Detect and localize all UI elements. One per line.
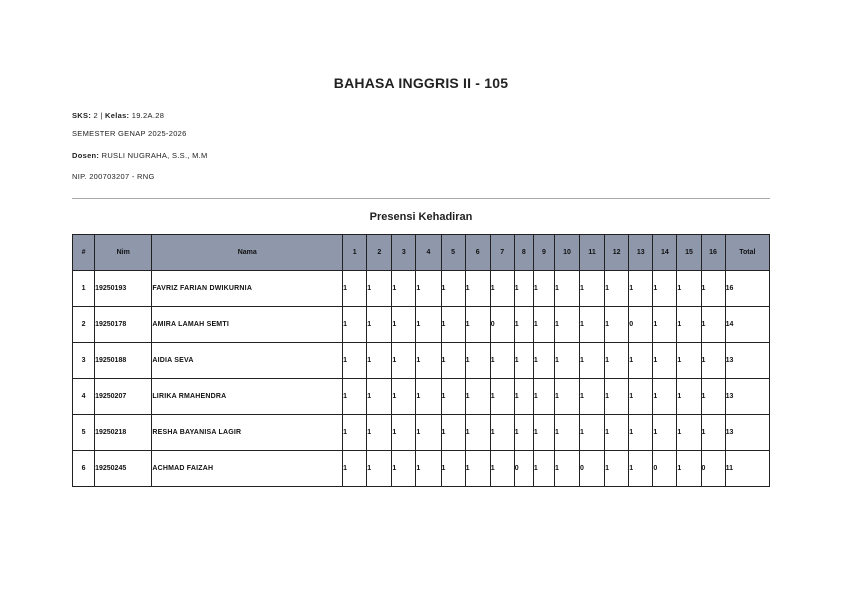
table-row bbox=[73, 451, 770, 487]
attendance-cell: 1 bbox=[343, 451, 367, 487]
attendance-cell: 1 bbox=[490, 415, 514, 451]
attendance-cell: 1 bbox=[701, 271, 725, 307]
attendance-cell: 1 bbox=[441, 307, 465, 343]
student-name: AIDIA SEVA bbox=[152, 343, 343, 379]
attendance-cell: 1 bbox=[533, 271, 554, 307]
attendance-cell: 1 bbox=[514, 379, 533, 415]
student-name: AMIRA LAMAH SEMTI bbox=[152, 307, 343, 343]
table-row bbox=[73, 379, 770, 415]
attendance-cell: 1 bbox=[465, 271, 490, 307]
column-header: 16 bbox=[701, 235, 725, 271]
attendance-cell: 1 bbox=[343, 343, 367, 379]
attendance-cell: 1 bbox=[605, 271, 629, 307]
dosen-line bbox=[72, 151, 208, 160]
attendance-cell: 1 bbox=[490, 271, 514, 307]
attendance-cell: 1 bbox=[653, 343, 677, 379]
attendance-cell: 1 bbox=[677, 271, 701, 307]
column-header: 10 bbox=[554, 235, 579, 271]
table-row bbox=[73, 343, 770, 379]
column-header: 7 bbox=[490, 235, 514, 271]
attendance-cell: 1 bbox=[605, 379, 629, 415]
attendance-cell: 1 bbox=[392, 343, 416, 379]
attendance-cell: 1 bbox=[465, 415, 490, 451]
attendance-cell: 1 bbox=[580, 379, 605, 415]
attendance-cell: 1 bbox=[554, 343, 579, 379]
attendance-cell: 1 bbox=[533, 415, 554, 451]
attendance-total: 13 bbox=[725, 379, 769, 415]
attendance-cell: 1 bbox=[416, 307, 441, 343]
attendance-cell: 1 bbox=[465, 379, 490, 415]
attendance-cell: 1 bbox=[605, 343, 629, 379]
column-header: 1 bbox=[343, 235, 367, 271]
attendance-cell: 1 bbox=[533, 307, 554, 343]
kelas-value: 19.2A.28 bbox=[131, 111, 165, 120]
attendance-cell: 0 bbox=[701, 451, 725, 487]
student-name: ACHMAD FAIZAH bbox=[152, 451, 343, 487]
attendance-cell: 0 bbox=[629, 307, 653, 343]
table-row bbox=[73, 271, 770, 307]
attendance-cell: 1 bbox=[653, 379, 677, 415]
attendance-cell: 1 bbox=[514, 343, 533, 379]
column-header: 4 bbox=[416, 235, 441, 271]
sks-label: SKS: bbox=[72, 111, 92, 120]
attendance-cell: 1 bbox=[465, 307, 490, 343]
sks-value: 2 bbox=[93, 111, 98, 120]
attendance-cell: 1 bbox=[490, 343, 514, 379]
attendance-cell: 1 bbox=[629, 343, 653, 379]
attendance-cell: 1 bbox=[416, 379, 441, 415]
attendance-cell: 1 bbox=[392, 307, 416, 343]
student-name: FAVRIZ FARIAN DWIKURNIA bbox=[152, 271, 343, 307]
row-number: 4 bbox=[73, 379, 95, 415]
attendance-cell: 0 bbox=[653, 451, 677, 487]
attendance-cell: 1 bbox=[554, 307, 579, 343]
table-body bbox=[73, 271, 770, 487]
row-number: 6 bbox=[73, 451, 95, 487]
attendance-cell: 1 bbox=[343, 307, 367, 343]
column-header: 6 bbox=[465, 235, 490, 271]
attendance-cell: 1 bbox=[343, 271, 367, 307]
table-header-row bbox=[73, 235, 770, 271]
student-nim: 19250245 bbox=[95, 451, 152, 487]
column-header: 15 bbox=[677, 235, 701, 271]
table-row bbox=[73, 415, 770, 451]
attendance-cell: 1 bbox=[343, 415, 367, 451]
attendance-cell: 0 bbox=[490, 307, 514, 343]
student-nim: 19250193 bbox=[95, 271, 152, 307]
column-header: 2 bbox=[367, 235, 392, 271]
student-name: RESHA BAYANISA LAGIR bbox=[152, 415, 343, 451]
column-header: 5 bbox=[441, 235, 465, 271]
attendance-cell: 1 bbox=[490, 451, 514, 487]
nip-line: NIP. 200703207 - RNG bbox=[72, 172, 155, 181]
column-header: Nama bbox=[152, 235, 343, 271]
attendance-cell: 1 bbox=[416, 451, 441, 487]
attendance-cell: 1 bbox=[580, 343, 605, 379]
attendance-cell: 1 bbox=[580, 415, 605, 451]
column-header: 11 bbox=[580, 235, 605, 271]
course-title: BAHASA INGGRIS II - 105 bbox=[333, 75, 509, 91]
student-nim: 19250178 bbox=[95, 307, 152, 343]
attendance-cell: 1 bbox=[554, 379, 579, 415]
dosen-label: Dosen: bbox=[72, 151, 100, 160]
attendance-cell: 1 bbox=[677, 343, 701, 379]
attendance-cell: 1 bbox=[677, 307, 701, 343]
attendance-total: 14 bbox=[725, 307, 769, 343]
attendance-cell: 1 bbox=[441, 271, 465, 307]
attendance-cell: 1 bbox=[392, 451, 416, 487]
attendance-cell: 1 bbox=[533, 379, 554, 415]
attendance-cell: 1 bbox=[367, 307, 392, 343]
attendance-cell: 1 bbox=[653, 415, 677, 451]
attendance-total: 16 bbox=[725, 271, 769, 307]
column-header: # bbox=[73, 235, 95, 271]
attendance-cell: 1 bbox=[677, 415, 701, 451]
attendance-cell: 1 bbox=[629, 415, 653, 451]
attendance-cell: 1 bbox=[629, 451, 653, 487]
attendance-cell: 1 bbox=[441, 343, 465, 379]
attendance-cell: 1 bbox=[580, 307, 605, 343]
attendance-cell: 1 bbox=[701, 343, 725, 379]
attendance-total: 11 bbox=[725, 451, 769, 487]
attendance-cell: 0 bbox=[514, 451, 533, 487]
attendance-cell: 1 bbox=[701, 307, 725, 343]
student-nim: 19250218 bbox=[95, 415, 152, 451]
attendance-cell: 1 bbox=[416, 415, 441, 451]
attendance-cell: 1 bbox=[533, 451, 554, 487]
attendance-cell: 1 bbox=[677, 451, 701, 487]
attendance-cell: 1 bbox=[367, 415, 392, 451]
attendance-cell: 1 bbox=[416, 343, 441, 379]
attendance-cell: 1 bbox=[554, 451, 579, 487]
column-header: 9 bbox=[533, 235, 554, 271]
column-header: 12 bbox=[605, 235, 629, 271]
attendance-cell: 1 bbox=[677, 379, 701, 415]
attendance-cell: 1 bbox=[533, 343, 554, 379]
sks-kelas-line bbox=[72, 111, 164, 120]
column-header: Total bbox=[725, 235, 769, 271]
column-header: 13 bbox=[629, 235, 653, 271]
attendance-total: 13 bbox=[725, 415, 769, 451]
student-nim: 19250207 bbox=[95, 379, 152, 415]
attendance-cell: 1 bbox=[514, 271, 533, 307]
attendance-cell: 1 bbox=[392, 271, 416, 307]
attendance-cell: 1 bbox=[441, 415, 465, 451]
separator: | bbox=[100, 111, 103, 120]
attendance-cell: 1 bbox=[490, 379, 514, 415]
attendance-cell: 1 bbox=[514, 307, 533, 343]
column-header: 8 bbox=[514, 235, 533, 271]
attendance-cell: 1 bbox=[653, 307, 677, 343]
attendance-cell: 1 bbox=[416, 271, 441, 307]
column-header: 14 bbox=[653, 235, 677, 271]
attendance-cell: 1 bbox=[465, 343, 490, 379]
attendance-cell: 1 bbox=[701, 379, 725, 415]
attendance-cell: 1 bbox=[554, 271, 579, 307]
attendance-cell: 1 bbox=[392, 379, 416, 415]
attendance-cell: 1 bbox=[392, 415, 416, 451]
dosen-value: RUSLI NUGRAHA, S.S., M.M bbox=[101, 151, 208, 160]
student-name: LIRIKA RMAHENDRA bbox=[152, 379, 343, 415]
attendance-cell: 1 bbox=[605, 451, 629, 487]
attendance-cell: 1 bbox=[367, 451, 392, 487]
attendance-total: 13 bbox=[725, 343, 769, 379]
attendance-cell: 1 bbox=[580, 271, 605, 307]
attendance-table bbox=[72, 234, 770, 487]
kelas-label: Kelas: bbox=[105, 111, 130, 120]
attendance-cell: 1 bbox=[441, 379, 465, 415]
column-header: Nim bbox=[95, 235, 152, 271]
attendance-cell: 1 bbox=[514, 415, 533, 451]
student-nim: 19250188 bbox=[95, 343, 152, 379]
attendance-cell: 1 bbox=[367, 271, 392, 307]
table-row bbox=[73, 307, 770, 343]
row-number: 3 bbox=[73, 343, 95, 379]
column-header: 3 bbox=[392, 235, 416, 271]
attendance-cell: 1 bbox=[441, 451, 465, 487]
attendance-cell: 1 bbox=[465, 451, 490, 487]
attendance-cell: 1 bbox=[629, 379, 653, 415]
attendance-cell: 1 bbox=[367, 343, 392, 379]
attendance-cell: 1 bbox=[605, 415, 629, 451]
attendance-cell: 1 bbox=[701, 415, 725, 451]
semester-line: SEMESTER GENAP 2025-2026 bbox=[72, 129, 187, 138]
divider bbox=[72, 198, 770, 199]
attendance-cell: 1 bbox=[605, 307, 629, 343]
row-number: 1 bbox=[73, 271, 95, 307]
attendance-cell: 1 bbox=[554, 415, 579, 451]
attendance-cell: 1 bbox=[629, 271, 653, 307]
row-number: 2 bbox=[73, 307, 95, 343]
attendance-cell: 1 bbox=[367, 379, 392, 415]
attendance-cell: 1 bbox=[343, 379, 367, 415]
attendance-cell: 1 bbox=[653, 271, 677, 307]
row-number: 5 bbox=[73, 415, 95, 451]
attendance-cell: 0 bbox=[580, 451, 605, 487]
section-title: Presensi Kehadiran bbox=[369, 211, 473, 223]
